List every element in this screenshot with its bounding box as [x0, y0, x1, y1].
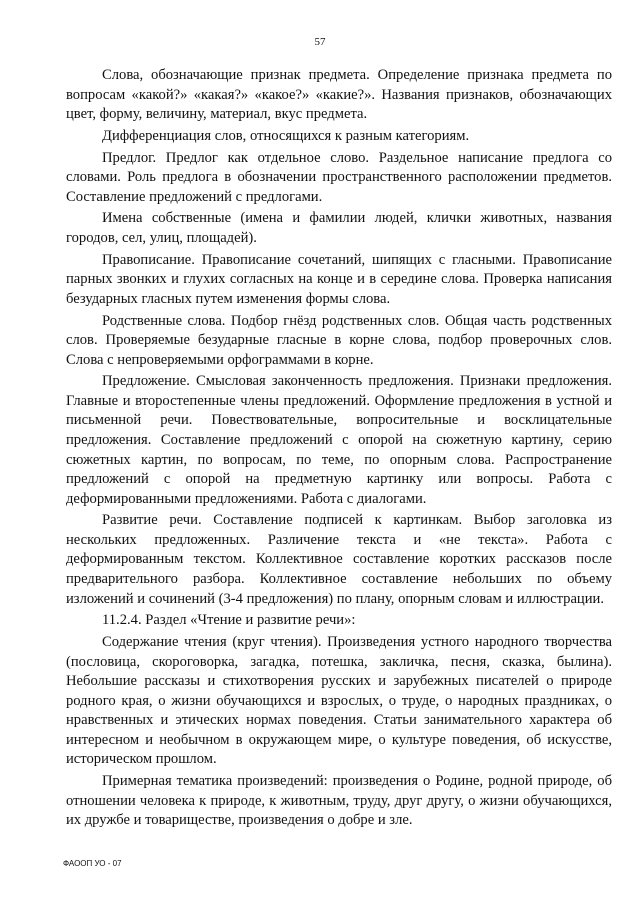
section-heading: 11.2.4. Раздел «Чтение и развитие речи»: [102, 612, 356, 629]
paragraph-speech-development: Развитие речи. Составление подписей к картинкам. Выбор заголовка из нескольких предложенных. Различение текста и «не текста». Работа с деформированным текстом. Коллективное составление коротких рассказов после предварительного разбора. Коллективное составление небольших по объему изложений и сочинений (3-4 предложения) по плану, опорным словам и иллюстрации. [66, 512, 612, 607]
paragraph-differentiation: Дифференциация слов, относящихся к разным категориям. [102, 127, 470, 144]
body-text [66, 66, 612, 833]
footer-code: ФАООП УО - 07 [63, 859, 122, 868]
paragraph-topics: Примерная тематика произведений: произведения о Родине, родной природе, об отношении человека к природе, к животным, труду, друг другу, о жизни обучающихся, их дружбе и товариществе, произведения о добре и зле. [66, 773, 612, 829]
paragraph-spelling: Правописание. Правописание сочетаний, шипящих с гласными. Правописание парных звонких и глухих согласных на конце и в середине слова. Проверка написания безударных гласных путем изменения формы слова. [66, 251, 612, 307]
paragraph-related-words: Родственные слова. Подбор гнёзд родственных слов. Общая часть родственных слов. Проверяемые безударные гласные в корне слова, подбор проверочных слов. Слова с непроверяемыми орфограммами в корне. [66, 312, 612, 368]
paragraph-adjectives: Слова, обозначающие признак предмета. Определение признака предмета по вопросам «какой?» «какая?» «какое?» «какие?». Названия признаков, обозначающих цвет, форму, величину, материал, вкус предмета. [66, 67, 612, 123]
paragraph-proper-names: Имена собственные (имена и фамилии людей, клички животных, названия городов, сел, улиц, площадей). [66, 210, 612, 246]
paragraph-preposition: Предлог. Предлог как отдельное слово. Раздельное написание предлога со словами. Роль предлога в обозначении пространственного расположении предметов. Составление предложений с предлогами. [66, 149, 612, 205]
paragraph-reading-content: Содержание чтения (круг чтения). Произведения устного народного творчества (пословица, скороговорка, загадка, потешка, закличка, песня, сказка, былина). Небольшие рассказы и стихотворения русских и зарубежных писателей о природе родного края, о жизни обучающихся и взрослых, о труде, о народных праздниках, о нравственных и этических нормах поведения. Статьи занимательного характера об интересном и необычном в окружающем мире, о культуре поведения, об искусстве, историческом прошлом. [66, 634, 612, 768]
page-number: 57 [314, 36, 326, 48]
paragraph-sentence: Предложение. Смысловая законченность предложения. Признаки предложения. Главные и второстепенные члены предложений. Оформление предложения в устной и письменной речи. Повествовательные, вопросительные и восклицательные предложения. Составление предложений с опорой на сюжетную картину, серию сюжетных картин, по вопросам, по теме, по опорным слова. Распространение предложений с опорой на предметную картинку или вопросы. Работа с деформированными предложениями. Работа с диалогами. [66, 373, 612, 507]
